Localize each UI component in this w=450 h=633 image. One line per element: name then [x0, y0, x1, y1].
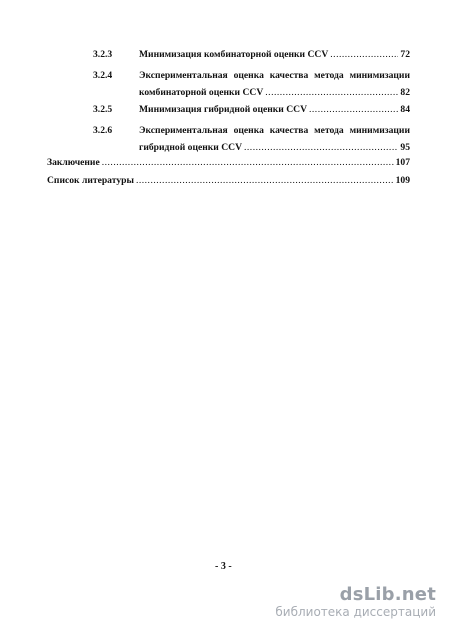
toc-dot-leader: [309, 104, 398, 115]
toc-entry-line: [139, 104, 410, 115]
toc-entry-title: Минимизация гибридной оценки CCV: [139, 104, 307, 115]
toc-dot-leader: [136, 175, 394, 186]
toc-entry-title-cont: гибридной оценки CCV: [139, 142, 242, 153]
toc-entry-page: 95: [400, 142, 410, 153]
toc-entry-page: 109: [395, 175, 410, 186]
toc-dot-leader: [244, 142, 398, 153]
watermark: [275, 585, 436, 619]
toc-entry-page: 107: [395, 157, 410, 168]
toc-entry-references[interactable]: [47, 175, 410, 186]
toc-entry-page: 72: [400, 49, 410, 60]
toc-entry-number: 3.2.3: [93, 49, 113, 60]
toc-entry-title: Минимизация комбинаторной оценки CCV: [139, 49, 329, 60]
toc-entry-page: 84: [400, 104, 410, 115]
toc-entry-line: [139, 142, 410, 153]
toc-entry-line: [139, 49, 410, 60]
toc-entry-number: 3.2.4: [93, 70, 113, 81]
watermark-logo: dsLib.net: [339, 584, 436, 605]
toc-entry-title: Заключение: [47, 157, 100, 168]
toc-entry-title: Список литературы: [47, 175, 134, 186]
toc-dot-leader: [265, 87, 398, 98]
toc-entry-page: 82: [400, 87, 410, 98]
toc-entry-line: [139, 87, 410, 98]
toc-dot-leader: [102, 157, 394, 168]
toc-entry-number: 3.2.5: [93, 104, 113, 115]
toc-entry-conclusion[interactable]: [47, 157, 410, 168]
toc-entry-title: Экспериментальная оценка качества метода минимизации: [139, 70, 410, 81]
toc-dot-leader: [330, 49, 398, 60]
toc-entry-title: Экспериментальная оценка качества метода минимизации: [139, 125, 410, 136]
toc-entry-number: 3.2.6: [93, 125, 113, 136]
toc-entry-title-cont: комбинаторной оценки CCV: [139, 87, 264, 98]
page-number: - 3 -: [215, 561, 232, 572]
watermark-subtitle: библиотека диссертаций: [275, 605, 436, 619]
